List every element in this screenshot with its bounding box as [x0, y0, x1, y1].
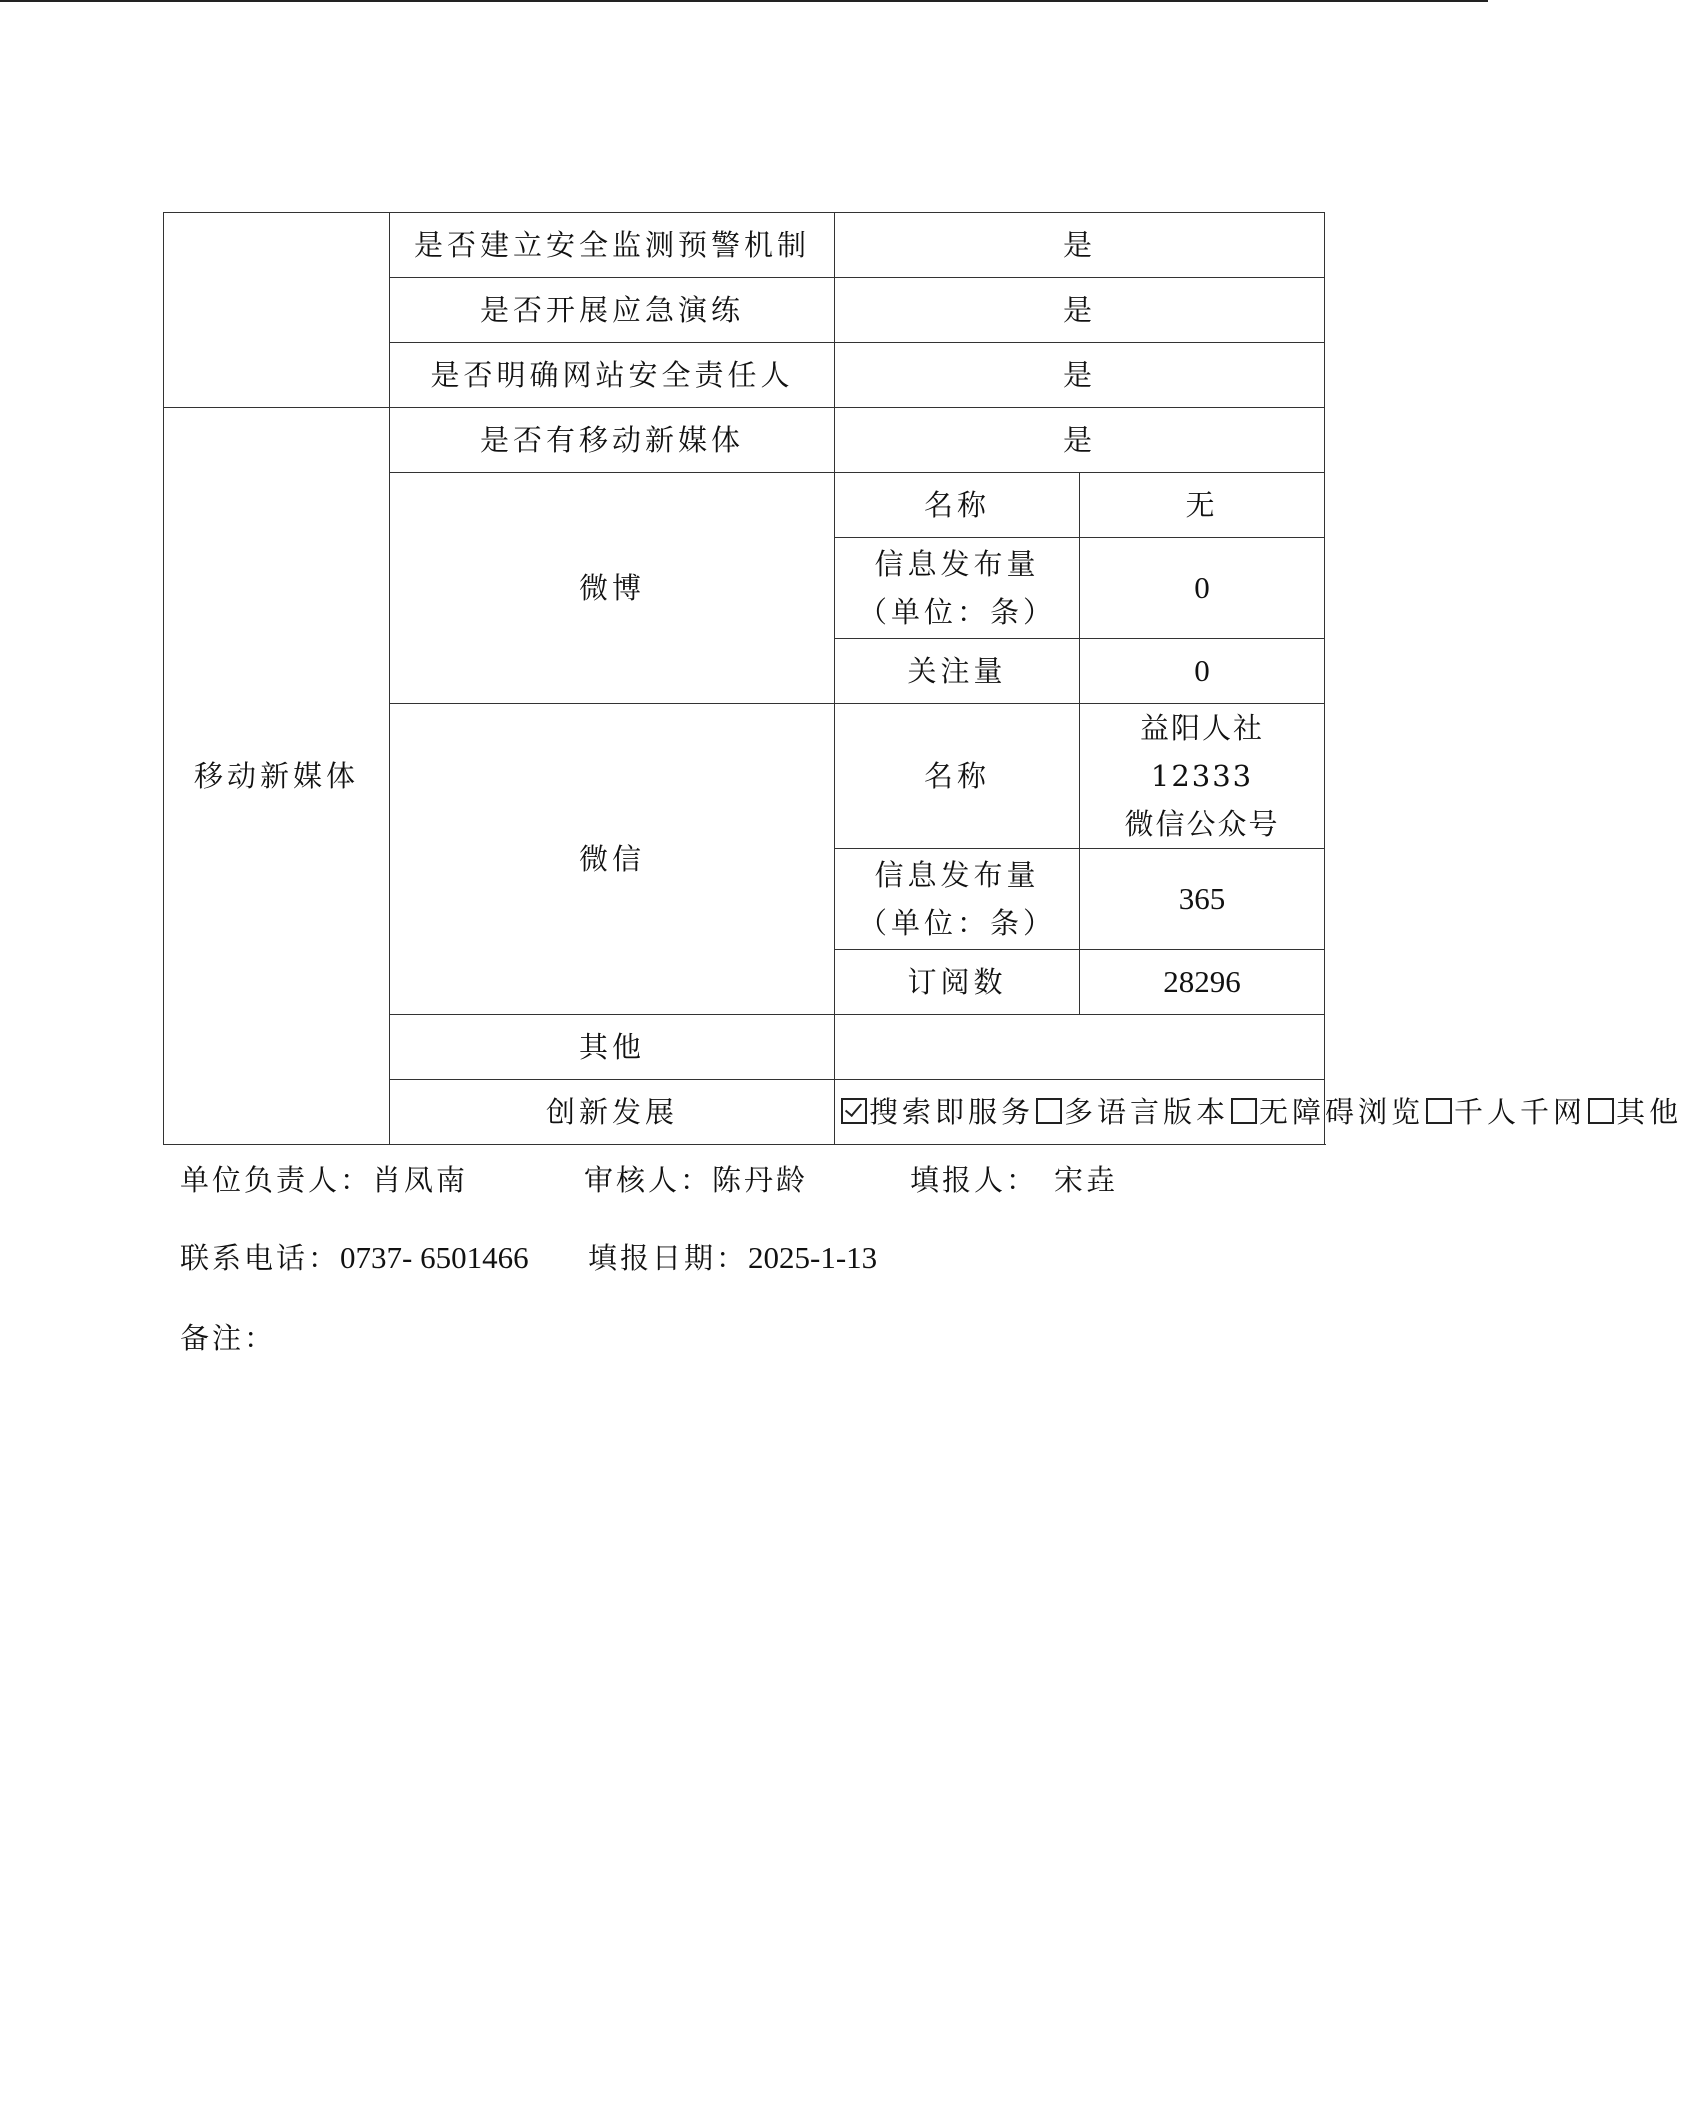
- weibo-label: 微博: [390, 473, 835, 704]
- report-date: [588, 1236, 877, 1277]
- wechat-publish-label-line2: （单位：条）: [857, 906, 1056, 940]
- phone-label: 联系电话：: [180, 1241, 341, 1275]
- reviewer-value: 陈丹龄: [712, 1163, 809, 1197]
- date-label: 填报日期：: [588, 1241, 749, 1275]
- wechat-name-value-line1: 益阳人社 12333: [1140, 711, 1265, 793]
- weibo-name-label: 名称: [835, 473, 1080, 538]
- row-value: 是: [835, 343, 1325, 408]
- checkbox-icon[interactable]: [1426, 1098, 1452, 1124]
- report-table: [163, 212, 1682, 1145]
- page-top-border: [0, 0, 1488, 2]
- security-section-cell: [164, 213, 390, 408]
- wechat-publish-label-line1: 信息发布量: [874, 858, 1040, 892]
- mobile-media-section-label: 移动新媒体: [164, 408, 390, 1145]
- wechat-publish-value: 365: [1080, 849, 1325, 950]
- weibo-follow-value: 0: [1080, 639, 1325, 704]
- phone-value: 0737- 6501466: [340, 1240, 529, 1275]
- wechat-name-value-line2: 微信公众号: [1124, 807, 1280, 841]
- weibo-publish-label: [835, 538, 1080, 639]
- innovation-option-label: 无障碍浏览: [1259, 1095, 1425, 1129]
- innovation-option-label: 其他: [1616, 1095, 1682, 1129]
- other-value: [835, 1015, 1325, 1080]
- weibo-publish-label-line2: （单位：条）: [857, 595, 1056, 629]
- contact-line: [180, 1236, 877, 1277]
- wechat-name-label: 名称: [835, 704, 1080, 849]
- filler-value: 宋垚: [1054, 1163, 1119, 1197]
- unit-head-label: 单位负责人：: [180, 1163, 373, 1197]
- wechat-name-value: [1080, 704, 1325, 849]
- innovation-option-label: 千人千网: [1454, 1095, 1587, 1129]
- unit-head: [180, 1158, 584, 1199]
- filler-label: 填报人：: [910, 1163, 1039, 1197]
- reviewer: [584, 1158, 910, 1199]
- checkbox-checked-icon[interactable]: [841, 1098, 867, 1124]
- row-label: 是否有移动新媒体: [390, 408, 835, 473]
- innovation-option-label: 搜索即服务: [869, 1095, 1035, 1129]
- checkbox-icon[interactable]: [1588, 1098, 1614, 1124]
- innovation-label: 创新发展: [390, 1080, 835, 1145]
- row-value: 是: [835, 213, 1325, 278]
- wechat-publish-label: [835, 849, 1080, 950]
- table-row: [164, 213, 1325, 278]
- reviewer-label: 审核人：: [584, 1163, 713, 1197]
- unit-head-value: 肖凤南: [372, 1163, 469, 1197]
- weibo-follow-label: 关注量: [835, 639, 1080, 704]
- row-value: 是: [835, 408, 1325, 473]
- weibo-name-value: 无: [1080, 473, 1325, 538]
- innovation-options: [835, 1080, 1682, 1145]
- signature-line: [180, 1158, 1118, 1199]
- table-row: [164, 408, 1325, 473]
- checkbox-icon[interactable]: [1231, 1098, 1257, 1124]
- innovation-option-label: 多语言版本: [1064, 1095, 1230, 1129]
- checkbox-icon[interactable]: [1036, 1098, 1062, 1124]
- filler: [910, 1158, 1118, 1199]
- date-value: 2025-1-13: [748, 1240, 878, 1275]
- remark-label: 备注：: [180, 1321, 277, 1355]
- wechat-subscribe-value: 28296: [1080, 950, 1325, 1015]
- weibo-publish-label-line1: 信息发布量: [874, 547, 1040, 581]
- row-value: 是: [835, 278, 1325, 343]
- wechat-label: 微信: [390, 704, 835, 1015]
- row-label: 是否明确网站安全责任人: [390, 343, 835, 408]
- row-label: 是否建立安全监测预警机制: [390, 213, 835, 278]
- phone: [180, 1236, 588, 1277]
- other-label: 其他: [390, 1015, 835, 1080]
- remark-line: [180, 1316, 276, 1357]
- row-label: 是否开展应急演练: [390, 278, 835, 343]
- wechat-subscribe-label: 订阅数: [835, 950, 1080, 1015]
- weibo-publish-value: 0: [1080, 538, 1325, 639]
